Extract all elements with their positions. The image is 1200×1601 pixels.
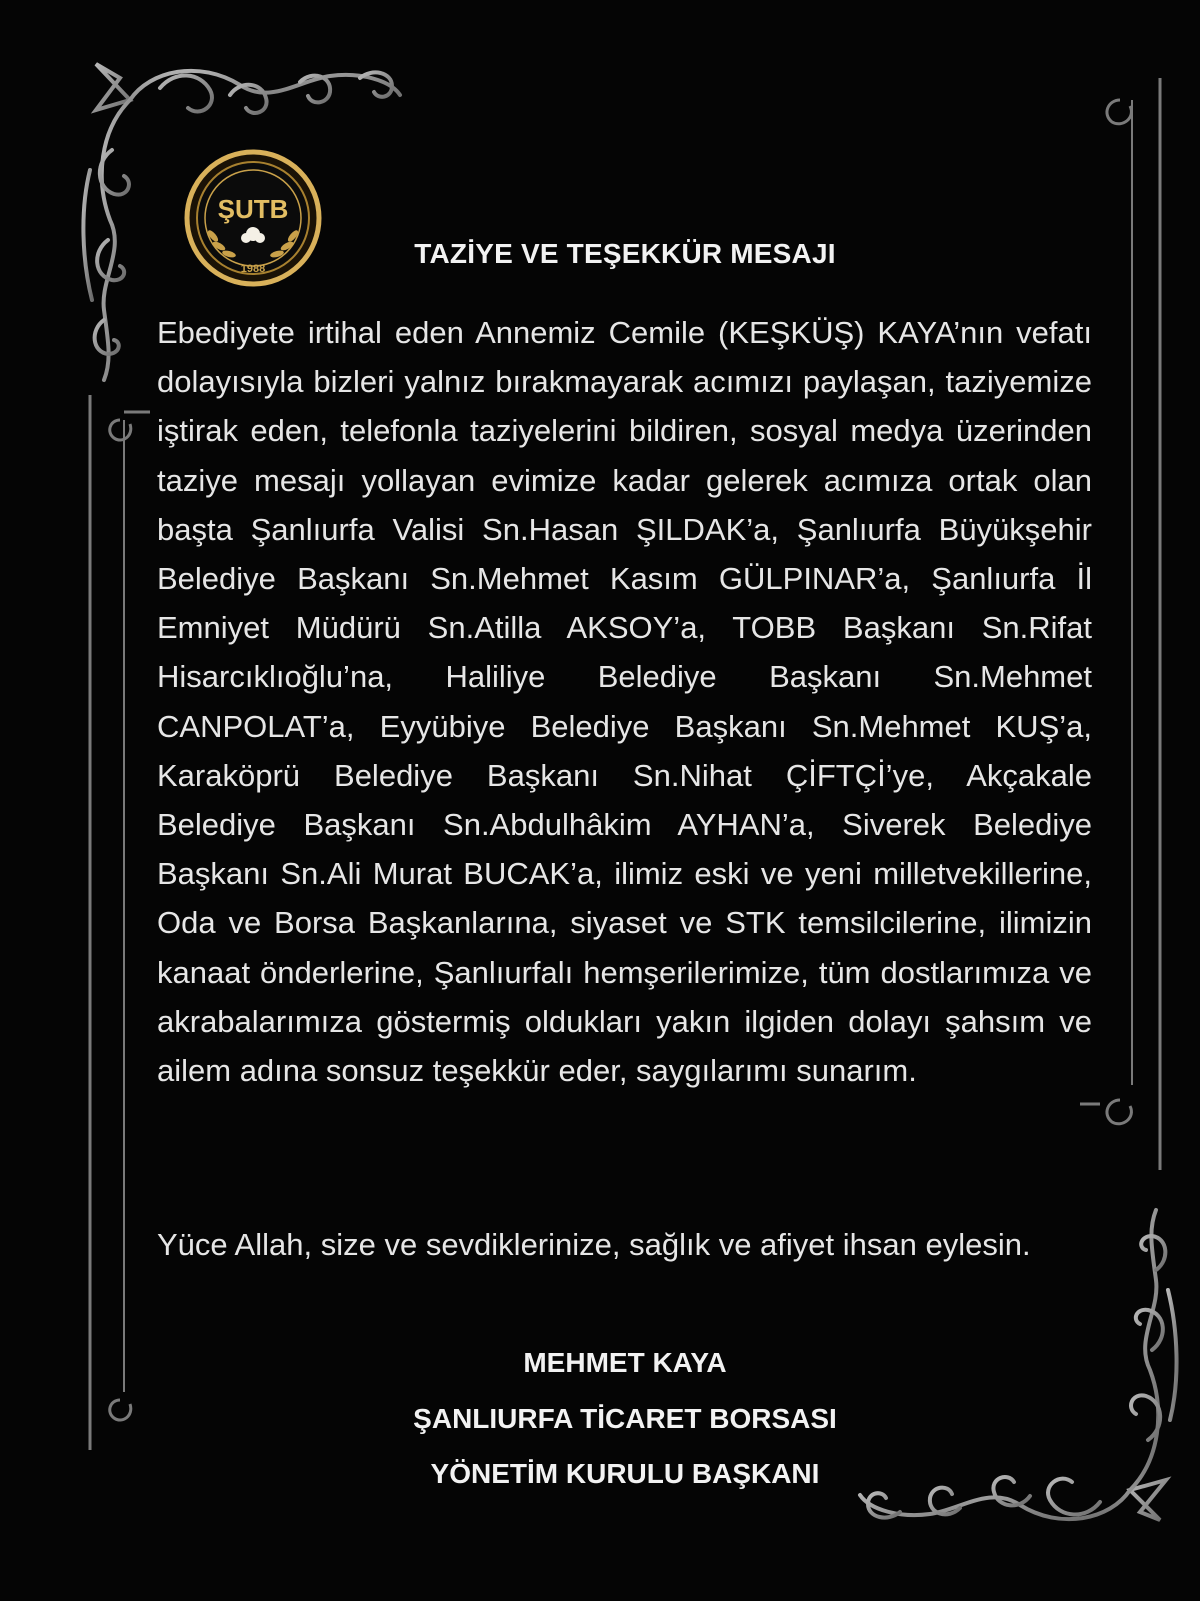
left-border-line bbox=[90, 395, 150, 1450]
signature-organization: ŞANLIURFA TİCARET BORSASI bbox=[413, 1403, 837, 1434]
sutb-logo bbox=[183, 148, 323, 288]
right-border-line bbox=[1080, 78, 1160, 1170]
signature-position: YÖNETİM KURULU BAŞKANI bbox=[430, 1458, 820, 1489]
logo-text: ŞUTB bbox=[217, 194, 289, 224]
message-body: Ebediyete irtihal eden Annemiz Cemile (KEŞKÜŞ) KAYA’nın vefatı dolayısıyla bizleri yalnız bırakmayarak acımızı paylaşan, taziyemize iştirak eden, telefonla taziyelerini bildiren, sosyal medya üzerinden taziye mesajı yollayan evimize kadar gelerek acımıza ortak olan başta Şanlıurfa Valisi Sn.Hasan ŞILDAK’a, Şanlıurfa Büyükşehir Belediye Başkanı Sn.Mehmet Kasım GÜLPINAR’a, Şanlıurfa İl Emniyet Müdürü Sn.Atilla AKSOY’a, TOBB Başkanı Sn.Rifat Hisarcıklıoğlu’na, Haliliye Belediye Başkanı Sn.Mehmet CANPOLAT’a, Eyyübiye Belediye Başkanı Sn.Mehmet KUŞ’a, Karaköprü Belediye Başkanı Sn.Nihat ÇİFTÇİ’ye, Akçakale Belediye Başkanı Sn.Abdulhâkim AYHAN’a, Siverek Belediye Başkanı Sn.Ali Murat BUCAK’a, ilimiz eski ve yeni milletvekillerine, Oda ve Borsa Başkanlarına, siyaset ve STK temsilcilerine, ilimizin kanaat önderlerine, Şanlıurfalı hemşerilerimize, tüm dostlarımıza ve akrabalarımıza göstermiş oldukları yakın ilgiden dolayı şahsım ve ailem adına sonsuz teşekkür eder, saygılarımı sunarım. bbox=[157, 315, 1092, 1089]
signature-name: MEHMET KAYA bbox=[523, 1347, 727, 1378]
page-title: TAZİYE VE TEŞEKKÜR MESAJI bbox=[414, 238, 836, 269]
closing-prayer: Yüce Allah, size ve sevdiklerinize, sağlık ve afiyet ihsan eylesin. bbox=[157, 1227, 1031, 1262]
logo-year: 1988 bbox=[240, 263, 266, 275]
